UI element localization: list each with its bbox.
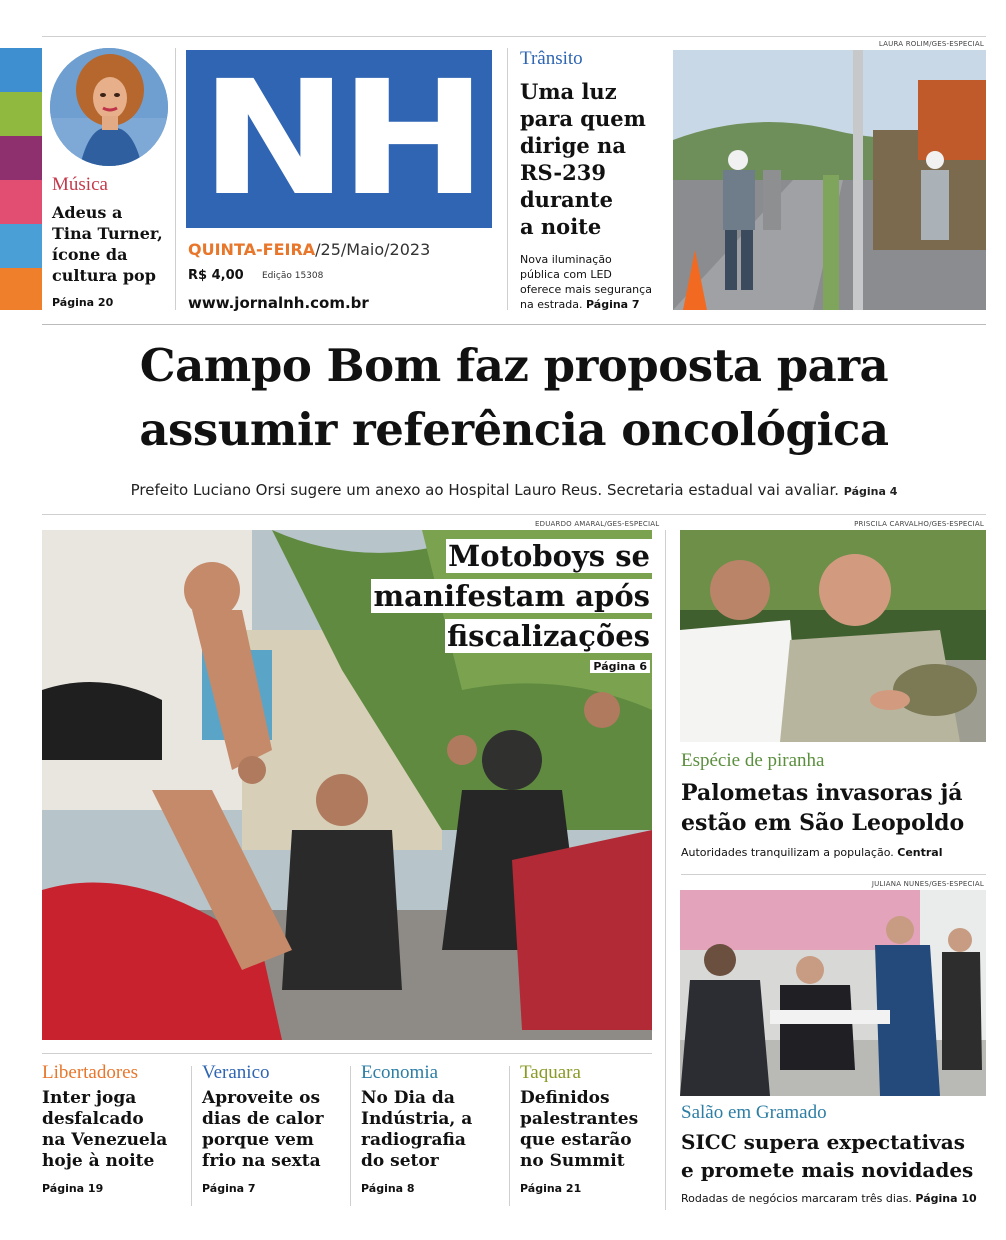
main-deck: Prefeito Luciano Orsi sugere um anexo ao Hospital Lauro Reus. Secretaria estadual vai avaliar. Página 4 [130, 481, 898, 499]
taquara-headline: Definidos palestrantes que estarão no Summit [520, 1088, 639, 1171]
veranico-headline: Aproveite os dias de calor porque vem frio na sexta [202, 1088, 324, 1171]
color-bar-pink [0, 180, 42, 224]
bottom-story-taquara[interactable] [520, 1062, 660, 1212]
masthead-date [188, 240, 430, 259]
palometas-kicker: Espécie de piranha [681, 750, 825, 771]
taquara-kicker: Taquara [520, 1062, 581, 1083]
right-column-divider [665, 530, 666, 1210]
top-rule [42, 36, 986, 37]
main-rule [42, 514, 986, 515]
economia-page-ref: Página 8 [361, 1182, 415, 1195]
date: /25/Maio/2023 [315, 240, 431, 259]
website-link[interactable]: www.jornalnh.com.br [188, 294, 369, 312]
header-divider-2 [507, 48, 508, 310]
tina-turner-photo [50, 48, 168, 166]
right-rule [681, 874, 986, 875]
transit-photo[interactable] [673, 50, 986, 310]
sicc-summary: Rodadas de negócios marcaram três dias. Página 10 [681, 1192, 977, 1205]
header-bottom-rule [42, 324, 986, 325]
veranico-page-ref: Página 7 [202, 1182, 256, 1195]
sicc-headline[interactable]: SICC supera expectativas e promete mais novidades [681, 1130, 974, 1182]
motoboys-page-ref: Página 6 [590, 660, 650, 673]
palometas-headline[interactable]: Palometas invasoras já estão em São Leopoldo [681, 780, 965, 836]
color-bar-purple [0, 136, 42, 180]
motoboys-headline: Motoboys se manifestam após fiscalizações [373, 539, 650, 653]
edition: Edição 15308 [262, 271, 324, 281]
main-headline-line1: Campo Bom faz proposta para [139, 339, 889, 392]
music-kicker: Música [52, 174, 108, 195]
palometas-photo[interactable] [680, 530, 986, 742]
economia-headline: No Dia da Indústria, a radiografia do setor [361, 1088, 473, 1171]
transit-teaser[interactable] [520, 44, 670, 316]
weekday: QUINTA-FEIRA [188, 240, 316, 259]
main-page-ref: Página 4 [843, 485, 898, 498]
transit-summary: Nova iluminação pública com LED oferece mais segurança na estrada. Página 7 [520, 253, 652, 311]
bottom-story-veranico[interactable] [202, 1062, 347, 1212]
veranico-kicker: Veranico [202, 1062, 270, 1083]
taquara-page-ref: Página 21 [520, 1182, 582, 1195]
color-bar-orange [0, 268, 42, 310]
color-bar-lightblue [0, 224, 42, 268]
bottom-divider-2 [350, 1066, 351, 1206]
bottom-divider-3 [509, 1066, 510, 1206]
header-divider-1 [175, 48, 176, 310]
palometas-page-ref: Central [897, 846, 943, 859]
bottom-story-libertadores[interactable] [42, 1062, 192, 1212]
price: R$ 4,00 [188, 268, 244, 283]
libertadores-page-ref: Página 19 [42, 1182, 104, 1195]
palometas-summary: Autoridades tranquilizam a população. Central [681, 846, 943, 859]
bottom-divider-1 [191, 1066, 192, 1206]
sicc-kicker: Salão em Gramado [681, 1102, 827, 1123]
sicc-photo[interactable] [680, 890, 986, 1096]
transit-page-ref: Página 7 [586, 298, 640, 311]
music-headline: Adeus a Tina Turner, ícone da cultura pop [52, 203, 163, 285]
color-bar-blue [0, 48, 42, 92]
logo-text: NH [199, 47, 479, 231]
transit-headline: Uma luz para quem dirige na RS-239 durante a noite [520, 79, 646, 239]
bottom-story-economia[interactable] [361, 1062, 506, 1212]
main-headline[interactable] [42, 334, 986, 462]
main-headline-line2: assumir referência oncológica [139, 403, 889, 456]
bottom-rule [42, 1053, 652, 1054]
sicc-credit: JULIANA NUNES/GES-ESPECIAL [871, 880, 984, 888]
motoboys-credit: EDUARDO AMARAL/GES-ESPECIAL [535, 520, 660, 528]
music-page-ref: Página 20 [52, 296, 114, 309]
economia-kicker: Economia [361, 1062, 439, 1083]
transit-photo-credit: LAURA ROLIM/GES-ESPECIAL [878, 40, 984, 48]
masthead-logo[interactable] [186, 47, 492, 231]
libertadores-kicker: Libertadores [42, 1062, 139, 1083]
palometas-credit: PRISCILA CARVALHO/GES-ESPECIAL [854, 520, 984, 528]
color-bar-green [0, 92, 42, 136]
libertadores-headline: Inter joga desfalcado na Venezuela hoje à noite [42, 1088, 168, 1171]
transit-kicker: Trânsito [520, 48, 583, 69]
sicc-page-ref: Página 10 [915, 1192, 977, 1205]
top-left-teaser[interactable] [42, 40, 172, 320]
